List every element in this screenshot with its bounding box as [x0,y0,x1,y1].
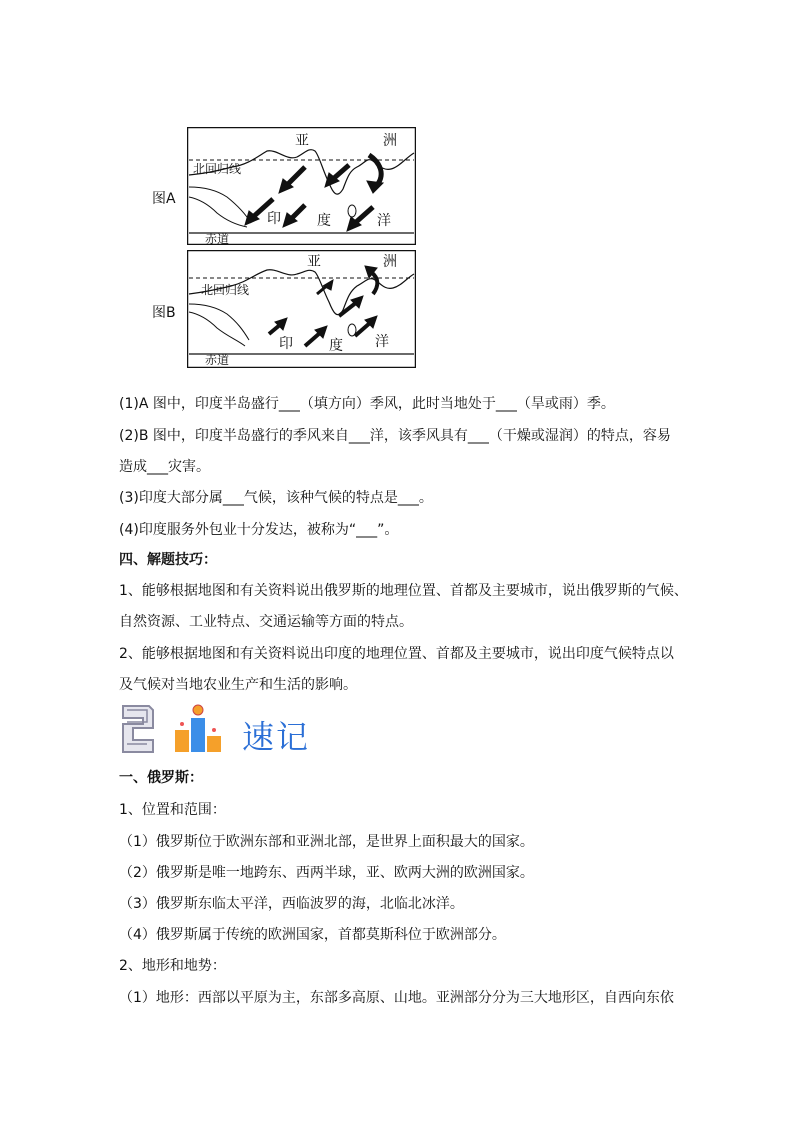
map-a-ocean-3: 洋 [377,213,391,229]
banner-title: 速记 [242,718,311,756]
map-b-ocean-2: 度 [329,338,343,354]
map-a-tropic-label: 北回归线 [193,162,242,176]
map-b-ocean-3: 洋 [375,334,389,350]
question-2-cont: 造成___灾害。 [119,459,210,475]
podium-bar-left [175,730,189,752]
section-1-item-4: （4）俄罗斯属于传统的欧洲国家，首都莫斯科位于欧洲部分。 [119,927,506,943]
map-a-ocean-1: 印 [267,211,281,227]
question-1: (1)A 图中，印度半岛盛行___（填方向）季风，此时当地处于___（旱或雨）季。 [119,396,615,412]
podium-bar-middle [191,718,205,752]
map-b-equator-label: 赤道 [205,353,230,367]
section-1-heading: 一、俄罗斯： [119,770,203,786]
section-4-line-3: 2、能够根据地图和有关资料说出印度的地理位置、首都及主要城市，说出印度气候特点以 [119,646,674,662]
figure-a-map [187,127,416,245]
podium-bar-right [207,736,221,752]
map-b-ocean-1: 印 [279,336,293,352]
section-1-sub-1: 1、位置和范围： [119,802,226,818]
section-number-icon [119,700,239,760]
map-a-asia-right: 洲 [383,133,397,149]
section-1-item-2: （2）俄罗斯是唯一地跨东、西两半球，亚、欧两大洲的欧洲国家。 [119,865,534,881]
map-a-equator-label: 赤道 [205,232,230,245]
map-a-ocean-2: 度 [317,213,331,229]
question-2: (2)B 图中，印度半岛盛行的季风来自___洋，该季风具有___（干燥或湿润）的特点，容易 [119,428,671,444]
figure-b-label: 图B [152,305,176,321]
map-b-tropic-label: 北回归线 [201,283,250,297]
question-3: (3)印度大部分属___气候，该种气候的特点是___。 [119,490,433,506]
question-4: (4)印度服务外包业十分发达，被称为“___”。 [119,522,399,538]
map-a-asia-left: 亚 [295,133,309,149]
map-b-asia-left: 亚 [307,254,321,270]
section-4-heading: 四、解题技巧： [119,552,217,568]
section-4-line-4: 及气候对当地农业生产和生活的影响。 [119,677,357,693]
section-1-item-1: （1）俄罗斯位于欧洲东部和亚洲北部，是世界上面积最大的国家。 [119,834,534,850]
figure-a-label: 图A [152,191,176,207]
section-4-line-1: 1、能够根据地图和有关资料说出俄罗斯的地理位置、首都及主要城市，说出俄罗斯的气候、 [119,583,688,599]
section-1-terrain: （1）地形：西部以平原为主，东部多高原、山地。亚洲部分分为三大地形区，自西向东依 [119,990,674,1006]
map-b-asia-right: 洲 [383,254,397,270]
section-1-item-3: （3）俄罗斯东临太平洋，西临波罗的海，北临北冰洋。 [119,896,464,912]
figure-b-map [187,250,416,368]
section-4-line-2: 自然资源、工业特点、交通运输等方面的特点。 [119,614,413,630]
section-1-sub-2: 2、地形和地势： [119,958,226,974]
